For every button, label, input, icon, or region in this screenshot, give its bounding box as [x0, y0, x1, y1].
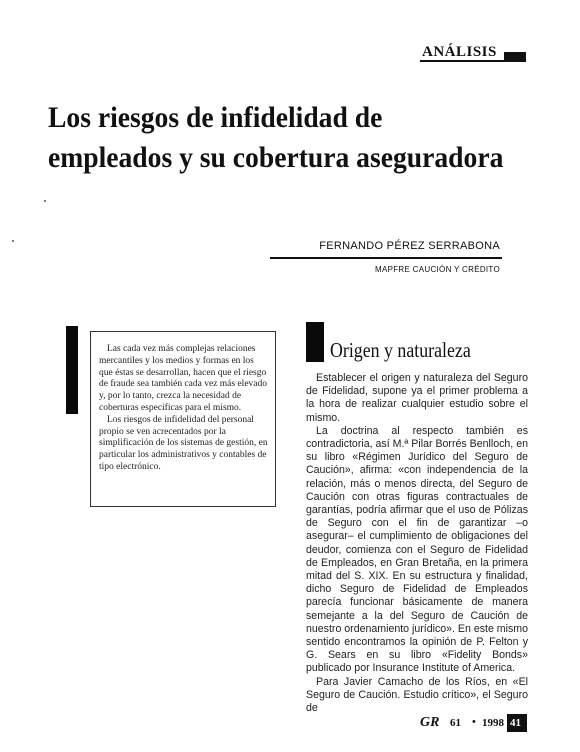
sidebox-paragraph: Los riesgos de infidelidad del personal propio se ven acrecentados por la simplificación de los sistemas de gestión, en particular los administrativos y contables de tipo electrónico.	[99, 414, 268, 472]
issue-year: 1998	[482, 717, 504, 729]
body-paragraph: Establecer el origen y naturaleza del Seguro de Fidelidad, supone ya el primer problema a la hora de realizar cualquier estudio sobre el mismo.	[306, 372, 528, 424]
section-heading: Origen y naturaleza	[330, 338, 471, 362]
body-paragraph: La doctrina al respecto también es contradictoria, así M.ª Pilar Borrés Benlloch, en su libro «Régimen Jurídico del Seguro de Caución», afirma: «con independencia de la relación, más o menos directa, del Seguro de Caución con otras figuras contractuales de garantías, podría afirmar que el uso de Pólizas de Seguro con el fin de garantizar –o asegurar– el cumplimiento de obligaciones del deudor, comienza con el Seguro de Fidelidad de Empleados, en Gran Bretaña, en la primera mitad del S. XIX. En su estructura y finalidad, dicho Seguro de Fidelidad de Empleados parecía funcionar básicamente de manera semejante a la del Seguro de Caución de nuestro ordenamiento jurídico». En este mismo sentido encontramos la opinión de P. Felton y G. Sears en su libro «Fidelity Bonds» publicado por Insurance Institute of America.	[306, 424, 528, 675]
section-label: ANÁLISIS	[422, 44, 497, 60]
page-footer	[420, 714, 560, 734]
section-heading-bar	[306, 322, 324, 362]
author-affiliation: MAPFRE CAUCIÓN Y CRÉDITO	[375, 265, 500, 274]
page-number: 41	[510, 717, 521, 729]
section-tag	[420, 44, 526, 64]
sidebox-accent-bar	[66, 326, 78, 414]
magazine-logo: GR	[420, 715, 440, 730]
author-rule	[270, 257, 502, 259]
section-tag-rule	[420, 60, 526, 62]
scan-speck	[44, 200, 46, 202]
article-title: Los riesgos de infidelidad de empleados y su cobertura aseguradora	[48, 101, 504, 174]
scan-speck	[12, 240, 14, 242]
footer-separator: •	[472, 716, 476, 728]
issue-number: 61	[450, 717, 461, 729]
sidebox	[90, 331, 276, 507]
body-column	[306, 372, 528, 730]
sidebox-paragraph: Las cada vez más complejas relaciones mercantiles y los medios y formas en los que éstas se desarrollan, hacen que el riesgo de fraude sea también cada vez más elevado y, por lo tanto, crezca la necesidad de coberturas específicas para el mismo.	[99, 344, 268, 413]
author-name: FERNANDO PÉREZ SERRABONA	[319, 240, 500, 252]
body-paragraph: Para Javier Camacho de los Ríos, en «El Seguro de Caución. Estudio crítico», el Seguro de	[306, 675, 528, 715]
